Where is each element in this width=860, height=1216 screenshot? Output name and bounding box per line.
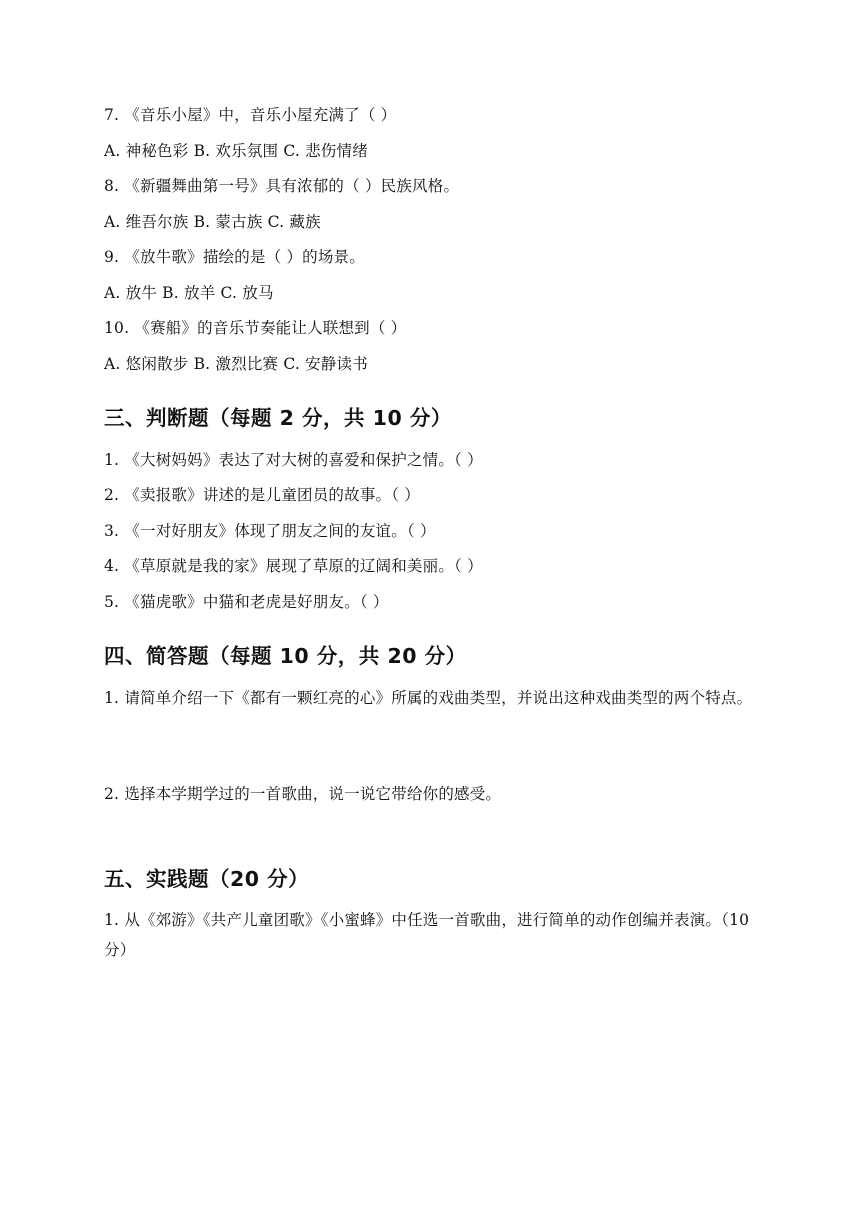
short-answer-question-2: 2. 选择本学期学过的一首歌曲，说一说它带给你的感受。 (104, 785, 502, 803)
section-heading-true-false: 三、判断题（每题 2 分，共 10 分） (104, 406, 452, 430)
question-7: 7. 《音乐小屋》中，音乐小屋充满了（ ） (104, 106, 397, 124)
question-10: 10. 《赛船》的音乐节奏能让人联想到（ ） (104, 319, 407, 337)
section-heading-short-answer: 四、简答题（每题 10 分，共 20 分） (104, 644, 467, 668)
question-10-options: A. 悠闲散步 B. 激烈比赛 C. 安静读书 (104, 355, 368, 373)
question-8-options: A. 维吾尔族 B. 蒙古族 C. 藏族 (104, 213, 321, 231)
true-false-item-5: 5. 《猫虎歌》中猫和老虎是好朋友。（ ） (104, 593, 389, 611)
true-false-item-1: 1. 《大树妈妈》表达了对大树的喜爱和保护之情。（ ） (104, 451, 483, 469)
section-heading-practice: 五、实践题（20 分） (104, 867, 310, 891)
true-false-item-4: 4. 《草原就是我的家》展现了草原的辽阔和美丽。（ ） (104, 557, 483, 575)
practice-question-1: 1. 从《郊游》《共产儿童团歌》《小蜜蜂》中任选一首歌曲，进行简单的动作创编并表演。（10 分） (104, 911, 750, 959)
question-7-options: A. 神秘色彩 B. 欢乐氛围 C. 悲伤情绪 (104, 142, 368, 160)
short-answer-question-1: 1. 请简单介绍一下《都有一颗红亮的心》所属的戏曲类型，并说出这种戏曲类型的两个特点。 (104, 689, 753, 707)
true-false-item-3: 3. 《一对好朋友》体现了朋友之间的友谊。（ ） (104, 522, 436, 540)
question-9-options: A. 放牛 B. 放羊 C. 放马 (104, 284, 274, 302)
question-9: 9. 《放牛歌》描绘的是（ ）的场景。 (104, 248, 365, 266)
true-false-item-2: 2. 《卖报歌》讲述的是儿童团员的故事。（ ） (104, 486, 420, 504)
question-8: 8. 《新疆舞曲第一号》具有浓郁的（ ）民族风格。 (104, 177, 460, 195)
